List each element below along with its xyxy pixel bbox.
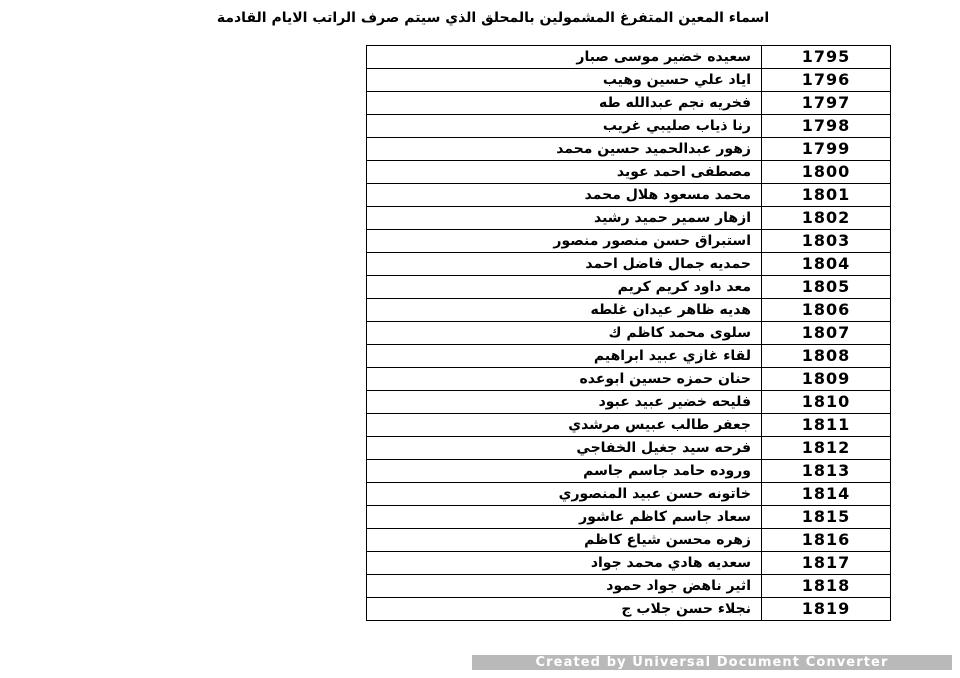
page-title: اسماء المعين المتفرغ المشمولين بالمحلق الذي سيتم صرف الراتب الايام القادمة <box>216 10 770 26</box>
table-row <box>367 138 891 161</box>
serial-number: 1814 <box>762 483 891 506</box>
employee-name: فليحه خضير عبيد عبود <box>367 391 762 414</box>
serial-number: 1797 <box>762 92 891 115</box>
table-row <box>367 368 891 391</box>
serial-number: 1804 <box>762 253 891 276</box>
employee-name: اثير ناهض جواد حمود <box>367 575 762 598</box>
table-row <box>367 92 891 115</box>
table-row <box>367 253 891 276</box>
serial-number: 1796 <box>762 69 891 92</box>
table-row <box>367 184 891 207</box>
serial-number: 1808 <box>762 345 891 368</box>
employee-name: وروده حامد جاسم جاسم <box>367 460 762 483</box>
employee-name: اياد علي حسين وهيب <box>367 69 762 92</box>
serial-number: 1809 <box>762 368 891 391</box>
employee-name: رنا ذياب صليبي غريب <box>367 115 762 138</box>
serial-number: 1819 <box>762 598 891 621</box>
employee-name: مصطفى احمد عويد <box>367 161 762 184</box>
serial-number: 1805 <box>762 276 891 299</box>
table-row <box>367 46 891 69</box>
serial-number: 1800 <box>762 161 891 184</box>
table-row <box>367 460 891 483</box>
serial-number: 1807 <box>762 322 891 345</box>
table-row <box>367 391 891 414</box>
serial-number: 1801 <box>762 184 891 207</box>
serial-number: 1815 <box>762 506 891 529</box>
names-table-body <box>367 46 891 621</box>
employee-name: زهره محسن شياع كاظم <box>367 529 762 552</box>
table-row <box>367 345 891 368</box>
serial-number: 1816 <box>762 529 891 552</box>
table-row <box>367 414 891 437</box>
employee-name: حنان حمزه حسين ابوعده <box>367 368 762 391</box>
table-row <box>367 529 891 552</box>
employee-name: زهور عبدالحميد حسين محمد <box>367 138 762 161</box>
employee-name: خاتونه حسن عبيد المنصوري <box>367 483 762 506</box>
table-row <box>367 115 891 138</box>
table-row <box>367 207 891 230</box>
table-row <box>367 552 891 575</box>
serial-number: 1803 <box>762 230 891 253</box>
employee-name: سلوى محمد كاظم ك <box>367 322 762 345</box>
table-row <box>367 437 891 460</box>
names-table <box>366 45 891 621</box>
table-row <box>367 575 891 598</box>
table-row <box>367 506 891 529</box>
table-row <box>367 69 891 92</box>
employee-name: سعاد جاسم كاظم عاشور <box>367 506 762 529</box>
table-row <box>367 299 891 322</box>
serial-number: 1806 <box>762 299 891 322</box>
table-row <box>367 230 891 253</box>
serial-number: 1818 <box>762 575 891 598</box>
employee-name: سعديه هادي محمد جواد <box>367 552 762 575</box>
table-row <box>367 483 891 506</box>
converter-watermark: Created by Universal Document Converter <box>472 655 952 670</box>
employee-name: جعفر طالب عبيس مرشدي <box>367 414 762 437</box>
employee-name: هديه ظاهر عيدان غلطه <box>367 299 762 322</box>
serial-number: 1810 <box>762 391 891 414</box>
employee-name: معد داود كريم كريم <box>367 276 762 299</box>
employee-name: لقاء غازي عبيد ابراهيم <box>367 345 762 368</box>
employee-name: سعيده خضير موسى صبار <box>367 46 762 69</box>
employee-name: ازهار سمير حميد رشيد <box>367 207 762 230</box>
employee-name: محمد مسعود هلال محمد <box>367 184 762 207</box>
table-row <box>367 161 891 184</box>
employee-name: حمديه جمال فاضل احمد <box>367 253 762 276</box>
table-row <box>367 598 891 621</box>
table-row <box>367 276 891 299</box>
serial-number: 1802 <box>762 207 891 230</box>
employee-name: فرحه سيد جغيل الخفاجي <box>367 437 762 460</box>
serial-number: 1811 <box>762 414 891 437</box>
serial-number: 1817 <box>762 552 891 575</box>
serial-number: 1798 <box>762 115 891 138</box>
table-row <box>367 322 891 345</box>
serial-number: 1813 <box>762 460 891 483</box>
employee-name: فخريه نجم عبدالله طه <box>367 92 762 115</box>
employee-name: نجلاء حسن جلاب ج <box>367 598 762 621</box>
employee-name: استبراق حسن منصور منصور <box>367 230 762 253</box>
serial-number: 1799 <box>762 138 891 161</box>
serial-number: 1795 <box>762 46 891 69</box>
serial-number: 1812 <box>762 437 891 460</box>
